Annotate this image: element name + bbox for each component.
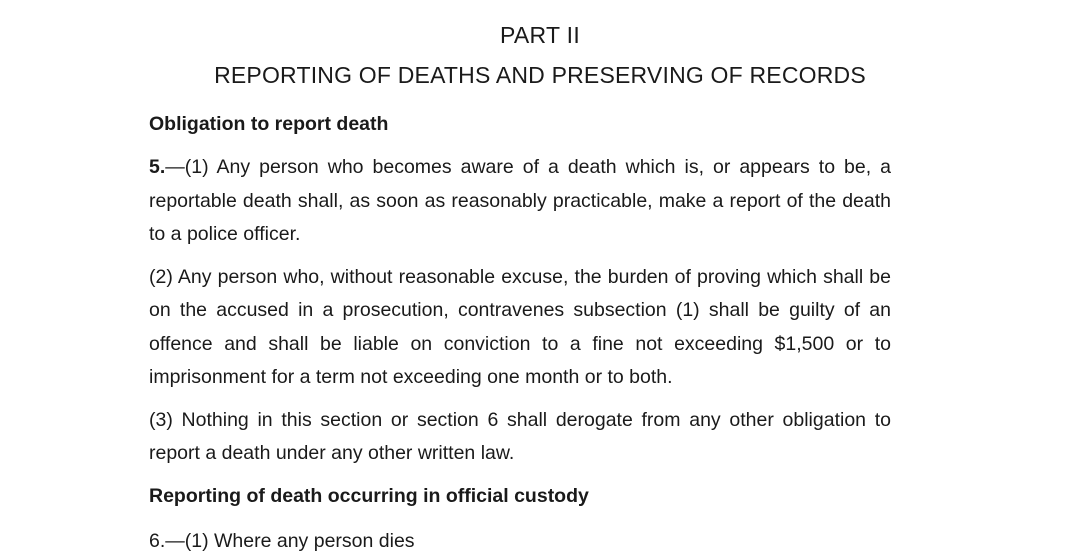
part-label: PART II — [499, 22, 581, 48]
section-5-paragraph-1 — [149, 151, 891, 252]
section-6-heading: Reporting of death occurring in official custody — [149, 484, 589, 507]
part-title: REPORTING OF DEATHS AND PRESERVING OF RECORDS — [214, 62, 866, 88]
section-5-paragraph-3: (3) Nothing in this section or section 6 shall derogate from any other obligation to report a death under any other written law. — [149, 408, 891, 464]
document-body — [149, 111, 891, 509]
section-5-paragraph-2: (2) Any person who, without reasonable excuse, the burden of proving which shall be on the accused in a prosecution, contravenes subsection (1) shall be guilty of an offence and shall be liable on conviction to a fine not exceeding $1,500 or to imprisonment for a term not exceeding one month or to both. — [149, 265, 891, 388]
section-5-heading: Obligation to report death — [149, 113, 389, 135]
section-5-subsection-1-text: —(1) Any person who becomes aware of a death which is, or appears to be, a reportable death shall, as soon as reasonably practicable, make a report of the death to a police officer. — [149, 156, 891, 245]
section-6-partial-line: 6.—(1) Where any person dies — [149, 530, 415, 552]
section-5-number: 5. — [149, 156, 166, 178]
